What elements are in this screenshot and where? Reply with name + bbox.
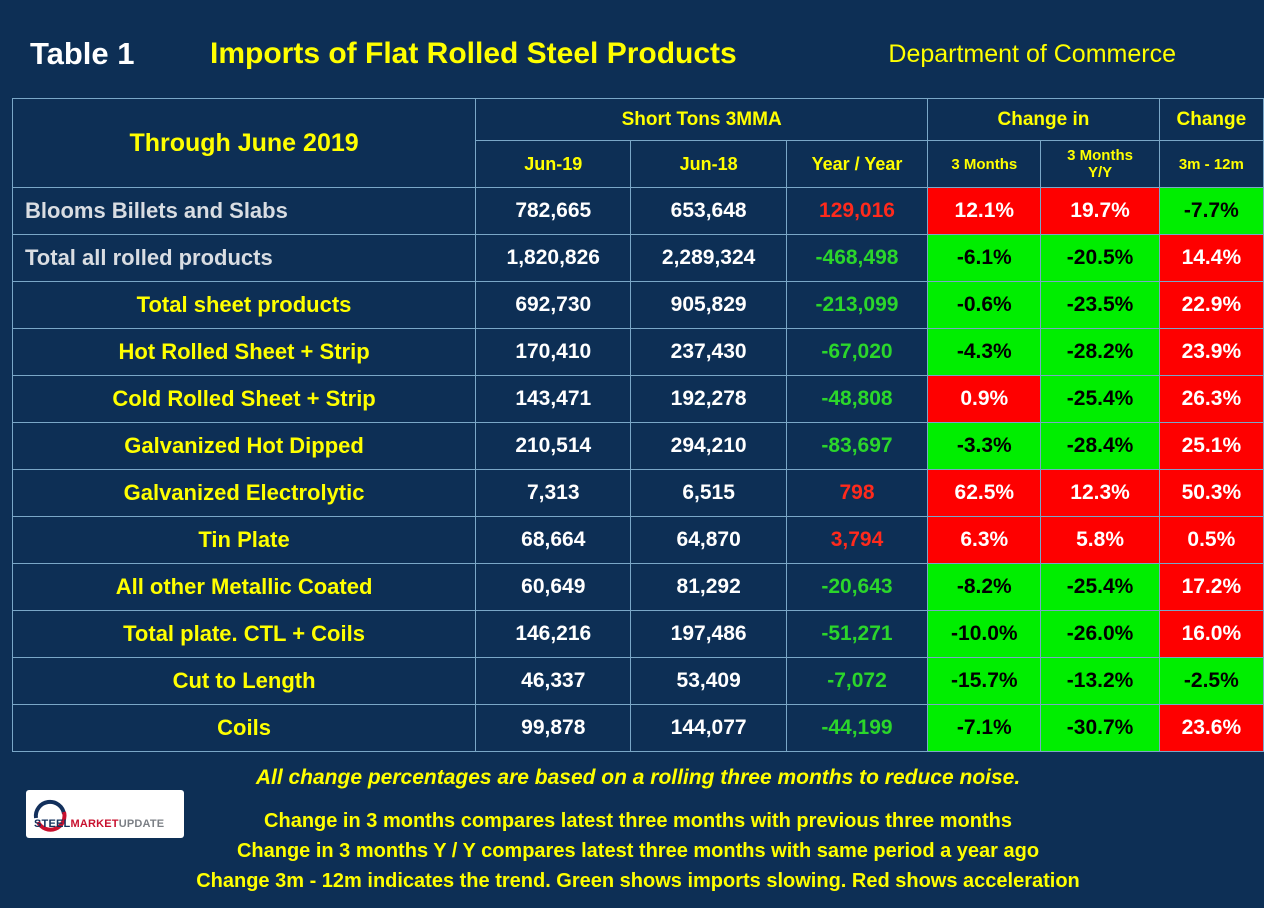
cell-change-3-months: -7.1% [928,705,1041,752]
cell-year-over-year: 129,016 [786,188,927,235]
col-header-year-over-year: Year / Year [786,141,927,188]
cell-year-over-year: 798 [786,470,927,517]
cell-change-3-months: -6.1% [928,235,1041,282]
cell-change-3-months-yy: -20.5% [1041,235,1159,282]
cell-change-3m-12m: 25.1% [1159,423,1263,470]
cell-change-3-months-yy: 5.8% [1041,517,1159,564]
cell-jun18: 192,278 [631,376,786,423]
cell-change-3-months: -8.2% [928,564,1041,611]
table-row [13,470,1264,517]
cell-jun18: 905,829 [631,282,786,329]
cell-change-3-months-yy: -23.5% [1041,282,1159,329]
cell-change-3m-12m: 50.3% [1159,470,1263,517]
cell-jun18: 653,648 [631,188,786,235]
cell-jun19: 99,878 [476,705,631,752]
cell-jun18: 237,430 [631,329,786,376]
logo-word-update: UPDATE [118,818,165,830]
cell-jun18: 53,409 [631,658,786,705]
col-header-jun18: Jun-18 [631,141,786,188]
col-header-3-months-yy-line1: 3 Months [1067,147,1133,164]
cell-jun19: 46,337 [476,658,631,705]
cell-change-3m-12m: 26.3% [1159,376,1263,423]
col-header-3m-12m: 3m - 12m [1159,141,1263,188]
footer-note-2: Change in 3 months compares latest three months with previous three months [264,810,1012,832]
table-row [13,611,1264,658]
cell-change-3m-12m: 23.6% [1159,705,1263,752]
cell-year-over-year: -67,020 [786,329,927,376]
cell-change-3-months-yy: -13.2% [1041,658,1159,705]
cell-jun18: 197,486 [631,611,786,658]
col-header-3-months: 3 Months [928,141,1041,188]
cell-jun19: 692,730 [476,282,631,329]
row-label: All other Metallic Coated [13,564,476,611]
cell-change-3-months: -15.7% [928,658,1041,705]
cell-change-3m-12m: 14.4% [1159,235,1263,282]
cell-change-3-months: 6.3% [928,517,1041,564]
cell-change-3-months-yy: -28.4% [1041,423,1159,470]
col-header-jun19: Jun-19 [476,141,631,188]
row-label: Cold Rolled Sheet + Strip [13,376,476,423]
footer-note-1: All change percentages are based on a rolling three months to reduce noise. [255,766,1021,789]
cell-year-over-year: -51,271 [786,611,927,658]
cell-jun19: 143,471 [476,376,631,423]
row-label: Galvanized Hot Dipped [13,423,476,470]
cell-jun18: 294,210 [631,423,786,470]
cell-change-3m-12m: 23.9% [1159,329,1263,376]
table-row [13,188,1264,235]
cell-change-3m-12m: 16.0% [1159,611,1263,658]
imports-table [12,98,1264,752]
table-row [13,517,1264,564]
cell-jun19: 170,410 [476,329,631,376]
cell-year-over-year: -213,099 [786,282,927,329]
through-period-label: Through June 2019 [13,99,476,188]
row-label: Total sheet products [13,282,476,329]
cell-jun18: 81,292 [631,564,786,611]
col-header-3-months-yy-line2: Y/Y [1087,164,1113,181]
table-row [13,658,1264,705]
cell-change-3-months-yy: -28.2% [1041,329,1159,376]
footer-note-3: Change in 3 months Y / Y compares latest three months with same period a year ago [236,840,1040,862]
table-row [13,329,1264,376]
cell-change-3-months-yy: -25.4% [1041,564,1159,611]
table-row [13,705,1264,752]
cell-change-3-months-yy: -25.4% [1041,376,1159,423]
cell-jun19: 60,649 [476,564,631,611]
cell-jun19: 146,216 [476,611,631,658]
col-group-change-in: Change in [928,99,1160,141]
row-label: Galvanized Electrolytic [13,470,476,517]
cell-change-3m-12m: -2.5% [1159,658,1263,705]
col-group-short-tons: Short Tons 3MMA [476,99,928,141]
cell-change-3m-12m: 22.9% [1159,282,1263,329]
cell-change-3m-12m: -7.7% [1159,188,1263,235]
logo-word-market: MARKET [70,818,119,830]
cell-jun18: 6,515 [631,470,786,517]
table-row [13,564,1264,611]
cell-change-3-months: -0.6% [928,282,1041,329]
table-number-label: Table 1 [30,36,135,71]
table-head [13,99,1264,188]
col-group-change: Change [1159,99,1263,141]
table-body [13,188,1264,752]
cell-change-3-months: -10.0% [928,611,1041,658]
page-title: Imports of Flat Rolled Steel Products [210,37,737,70]
cell-change-3-months-yy: 12.3% [1041,470,1159,517]
row-label: Hot Rolled Sheet + Strip [13,329,476,376]
footer-notes [12,754,1264,908]
cell-change-3m-12m: 0.5% [1159,517,1263,564]
logo-word-steel: STEEL [34,818,71,830]
cell-year-over-year: -7,072 [786,658,927,705]
cell-change-3-months: -3.3% [928,423,1041,470]
cell-jun19: 782,665 [476,188,631,235]
cell-jun19: 1,820,826 [476,235,631,282]
cell-change-3-months: -4.3% [928,329,1041,376]
cell-change-3-months-yy: -30.7% [1041,705,1159,752]
cell-change-3-months: 62.5% [928,470,1041,517]
footer-note-group [12,806,1264,896]
cell-change-3-months: 12.1% [928,188,1041,235]
cell-jun19: 210,514 [476,423,631,470]
cell-jun19: 7,313 [476,470,631,517]
row-label: Tin Plate [13,517,476,564]
table-row [13,423,1264,470]
cell-change-3-months-yy: -26.0% [1041,611,1159,658]
cell-year-over-year: -44,199 [786,705,927,752]
cell-year-over-year: -48,808 [786,376,927,423]
row-label: Total plate. CTL + Coils [13,611,476,658]
cell-change-3m-12m: 17.2% [1159,564,1263,611]
row-label: Total all rolled products [13,235,476,282]
table-row [13,376,1264,423]
cell-change-3-months-yy: 19.7% [1041,188,1159,235]
footer-note-4: Change 3m - 12m indicates the trend. Green shows imports slowing. Red shows acceleration [196,870,1080,892]
slide-header [12,12,1264,96]
table-row [13,235,1264,282]
cell-year-over-year: -20,643 [786,564,927,611]
data-source-label: Department of Commerce [888,39,1176,68]
row-label: Coils [13,705,476,752]
cell-year-over-year: -83,697 [786,423,927,470]
table-row [13,282,1264,329]
cell-jun19: 68,664 [476,517,631,564]
cell-jun18: 144,077 [631,705,786,752]
cell-year-over-year: 3,794 [786,517,927,564]
cell-change-3-months: 0.9% [928,376,1041,423]
row-label: Cut to Length [13,658,476,705]
cell-jun18: 64,870 [631,517,786,564]
cell-year-over-year: -468,498 [786,235,927,282]
cell-jun18: 2,289,324 [631,235,786,282]
col-header-3-months-yy [1041,141,1159,188]
row-label: Blooms Billets and Slabs [13,188,476,235]
